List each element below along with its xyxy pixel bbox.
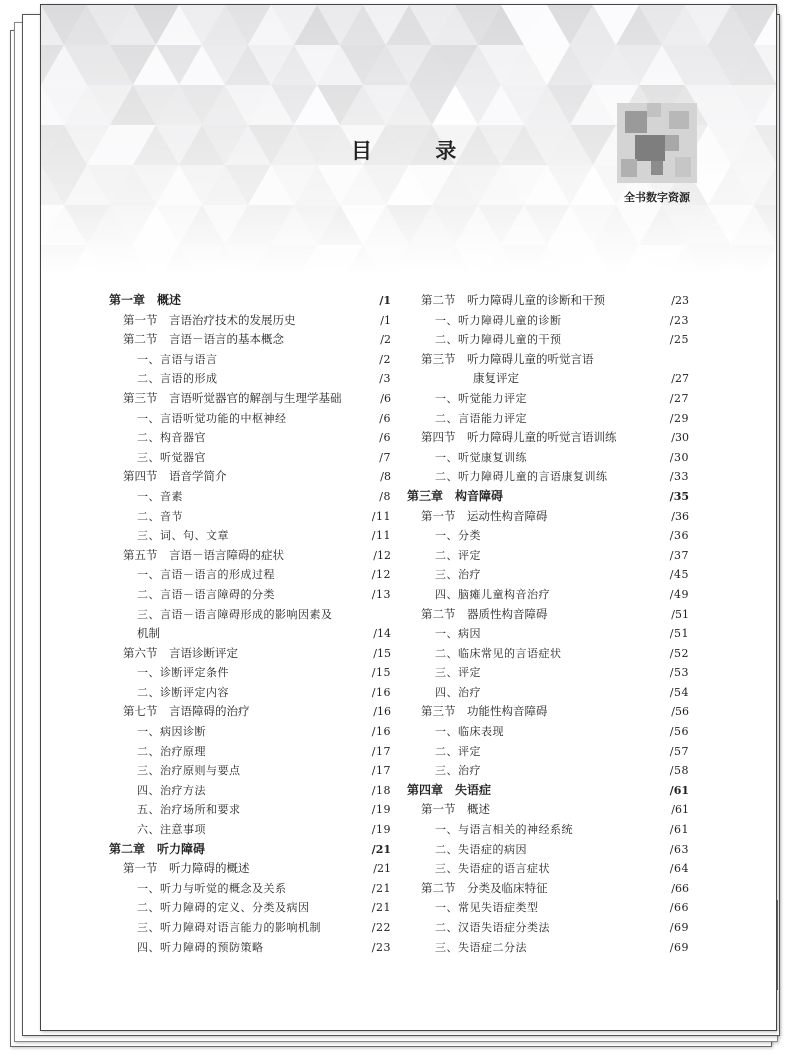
toc-entry-title: 二、构音器官 [137,431,206,445]
toc-item[interactable] [109,585,391,605]
toc-entry-title: 二、言语的形成 [137,372,218,386]
toc-entry-title: 三、词、句、文章 [137,529,229,543]
toc-section[interactable] [109,467,391,487]
toc-section[interactable] [407,291,689,311]
toc-entry-title: 第一章 概述 [109,293,182,307]
toc-entry-title: 二、听力障碍的定义、分类及病因 [137,901,310,915]
toc-entry-title: 第二节 分类及临床特征 [421,880,548,895]
toc-entry-title: 二、失语症的病因 [435,842,527,856]
toc-entry-title: 一、音素 [137,489,183,503]
toc-item[interactable] [109,683,391,703]
toc-page-number: /22 [371,921,391,934]
toc-item[interactable] [109,938,391,958]
toc-entry-title: 第三节 听力障碍儿童的听觉言语 [421,351,594,366]
toc-page-number: /18 [371,783,391,797]
toc-entry-title: 一、常见失语症类型 [435,901,539,915]
toc-chapter[interactable] [407,781,689,801]
toc-page-number: /15 [371,666,391,680]
toc-item[interactable] [109,820,391,840]
toc-page-number: /6 [380,391,391,405]
toc-item[interactable] [109,898,391,918]
toc-entry-title: 第一节 概述 [421,802,490,817]
toc-entry-title: 一、诊断评定条件 [137,666,229,680]
toc-sec-cont[interactable] [407,369,689,389]
toc-item[interactable] [109,369,391,389]
toc-page-number: /11 [371,529,391,543]
toc-page-number: /52 [669,646,689,660]
toc-page-number: /8 [380,470,391,484]
toc-section[interactable] [109,546,391,566]
toc-item[interactable] [407,311,689,331]
toc-page-number: /27 [671,372,689,386]
toc-item[interactable] [109,409,391,429]
toc-page-number: /69 [669,921,689,934]
toc-page-number: /19 [371,803,391,817]
toc-page-number: /51 [669,627,689,641]
toc-entry-title: 一、言语听觉功能的中枢神经 [137,411,287,425]
toc-page-number: /12 [371,568,391,582]
toc-item[interactable] [407,389,689,409]
toc-item[interactable] [407,585,689,605]
toc-item[interactable] [407,683,689,703]
toc-entry-title: 二、汉语失语症分类法 [435,921,550,934]
toc-item[interactable] [407,546,689,566]
toc-page-number: /19 [371,823,391,837]
toc-item[interactable] [109,879,391,899]
toc-page-number: /49 [669,587,689,601]
toc-entry-title: 二、言语能力评定 [435,411,527,425]
toc-entry-title: 三、听力障碍对语言能力的影响机制 [137,921,321,934]
toc-entry-title: 第五节 言语－语言障碍的症状 [123,547,284,562]
toc-item[interactable] [109,800,391,820]
toc-item[interactable] [407,938,689,958]
toc-item[interactable] [109,350,391,370]
toc-section[interactable] [407,350,689,370]
toc-entry-title: 第二节 言语－语言的基本概念 [123,332,284,347]
toc-item[interactable] [109,918,391,938]
toc-page-number: /69 [669,940,689,954]
toc-page-number: /63 [669,842,689,856]
toc-page-number: /13 [371,587,391,601]
toc-entry-title: 第一节 言语治疗技术的发展历史 [123,312,296,327]
toc-entry-title: 三、听觉器官 [137,450,206,464]
toc-section[interactable] [407,507,689,527]
toc-entry-title: 一、听力障碍儿童的诊断 [435,313,562,327]
toc-entry-title: 第四章 失语症 [407,782,492,797]
toc-section[interactable] [109,644,391,664]
toc-entry-title: 二、评定 [435,744,481,758]
toc-item[interactable] [109,722,391,742]
toc-page-number: /30 [669,450,689,464]
toc-entry-title: 三、失语症的语言症状 [435,862,550,876]
toc-entry-title: 一、言语与语言 [137,352,218,366]
toc-entry-title: 二、言语－语言障碍的分类 [137,587,275,601]
toc-entry-title: 康复评定 [473,371,519,386]
toc-page-number: /27 [669,391,689,405]
toc-entry-title: 三、评定 [435,666,481,680]
toc-page-number: /16 [371,725,391,739]
toc-section[interactable] [407,428,689,448]
toc-entry-title: 一、病因 [435,627,481,641]
toc-page-number: /23 [671,294,689,307]
qr-code-image[interactable] [617,103,697,183]
toc-page-number: /21 [371,842,391,856]
toc-page-number: /21 [371,881,391,895]
toc-item[interactable] [109,663,391,683]
toc-page-number: /61 [669,823,689,837]
toc-section[interactable] [109,389,391,409]
toc-page-number: /36 [671,509,689,523]
toc-page-number: /15 [373,646,391,660]
toc-entry-title: 六、注意事项 [137,823,206,837]
toc-page-number: /36 [669,529,689,543]
toc-page-number: /29 [669,411,689,425]
page-title: 目 录 [351,139,485,163]
toc-page-number: /2 [379,352,391,366]
toc-item[interactable] [407,624,689,644]
toc-section[interactable] [407,879,689,899]
toc-chapter[interactable] [109,840,391,860]
toc-entry-title: 第三节 言语听觉器官的解剖与生理学基础 [123,390,342,405]
toc-page-number: /66 [671,881,689,895]
toc-chapter[interactable] [407,487,689,507]
toc-entry-title: 第二章 听力障碍 [109,841,206,856]
toc-page-number: /57 [669,744,689,758]
toc-page-number: /58 [669,764,689,778]
toc-section[interactable] [407,605,689,625]
toc-item[interactable] [407,859,689,879]
toc-page-number: /17 [371,764,391,778]
toc-column-left [109,291,391,957]
toc-page-number: /1 [380,313,391,327]
toc-item[interactable] [407,898,689,918]
toc-entry-title: 一、临床表现 [435,725,504,739]
toc-chapter[interactable] [109,291,391,311]
toc-section[interactable] [407,702,689,722]
toc-page-number: /30 [671,431,689,445]
toc-cont[interactable] [109,624,391,644]
toc-page-number: /16 [373,705,391,719]
toc-entry-title: 三、失语症二分法 [435,940,527,954]
toc-entry-title: 四、脑瘫儿童构音治疗 [435,587,550,601]
toc-entry-title: 二、治疗原理 [137,744,206,758]
toc-page-number: /12 [373,548,391,562]
toc-entry-title: 五、治疗场所和要求 [137,803,241,817]
toc-entry-title: 第一节 听力障碍的概述 [123,861,250,876]
toc-page-number: /45 [669,568,689,582]
toc-entry-title: 二、临床常见的言语症状 [435,646,562,660]
toc-entry-title: 第四节 听力障碍儿童的听觉言语训练 [421,430,617,445]
toc-page-number: /64 [669,862,689,876]
toc-page-number: /2 [380,333,391,347]
toc-item[interactable] [109,487,391,507]
toc-entry-title: 二、评定 [435,548,481,562]
toc-item[interactable] [407,761,689,781]
toc-item[interactable] [407,330,689,350]
toc-column-right [407,291,689,957]
toc-page-number: /21 [371,901,391,915]
toc-page-number: /6 [379,411,391,425]
toc-page-number: /23 [371,940,391,954]
toc-entry-title: 第二节 器质性构音障碍 [421,606,548,621]
toc-item[interactable] [407,644,689,664]
toc-item[interactable] [407,663,689,683]
toc-item[interactable] [407,820,689,840]
toc-section[interactable] [109,702,391,722]
toc-page [40,4,777,1031]
toc-entry-title: 二、诊断评定内容 [137,685,229,699]
toc-entry-title: 三、治疗 [435,764,481,778]
toc-entry-title: 三、言语－语言障碍形成的影响因素及 [137,607,333,621]
toc-item[interactable] [407,742,689,762]
toc-section[interactable] [109,859,391,879]
toc-item[interactable] [109,526,391,546]
toc-entry-title: 一、分类 [435,529,481,543]
toc-entry-title: 四、听力障碍的预防策略 [137,940,264,954]
toc-section[interactable] [109,330,391,350]
toc-entry-title: 第三节 功能性构音障碍 [421,704,548,719]
toc-page-number: /37 [669,548,689,562]
toc-item[interactable] [109,448,391,468]
toc-item[interactable] [109,761,391,781]
toc-item[interactable] [407,565,689,585]
toc-page-number: /53 [669,666,689,680]
toc-page-number: /25 [669,333,689,347]
toc-page-number: /66 [669,901,689,915]
toc-page-number: /33 [669,470,689,484]
toc-page-number: /8 [379,489,391,503]
toc-section[interactable] [407,800,689,820]
toc-entry-title: 一、言语－语言的形成过程 [137,568,275,582]
toc-page-number: /16 [371,685,391,699]
toc-page-number: /17 [371,744,391,758]
toc-entry-title: 第一节 运动性构音障碍 [421,508,548,523]
toc-entry-title: 二、音节 [137,509,183,523]
toc-entry-title: 一、听力与听觉的概念及关系 [137,881,287,895]
toc-entry-title: 一、病因诊断 [137,725,206,739]
toc-entry-title: 第四节 语音学简介 [123,469,227,484]
toc-page-number: /6 [379,431,391,445]
toc-page-number: /56 [669,725,689,739]
toc-page-number: /51 [671,607,689,621]
toc-page-number: /14 [373,627,391,641]
toc-page-number: /61 [669,783,689,797]
toc-item[interactable] [109,507,391,527]
qr-label: 全书数字资源 [624,191,690,204]
toc-page-number: /21 [373,862,391,876]
toc-entry-title: 一、与语言相关的神经系统 [435,823,573,837]
toc-entry-title: 二、听力障碍儿童的干预 [435,333,562,347]
toc-entry-title: 四、治疗 [435,685,481,699]
toc-entry-title: 机制 [137,626,160,641]
toc-entry-title: 一、听觉康复训练 [435,450,527,464]
toc-entry-title: 一、听觉能力评定 [435,391,527,405]
toc-entry-title: 三、治疗原则与要点 [137,764,241,778]
toc-item[interactable] [407,918,689,938]
toc-entry-title: 第七节 言语障碍的治疗 [123,704,250,719]
toc-item[interactable] [109,565,391,585]
toc-entry-title: 二、听力障碍儿童的言语康复训练 [435,470,608,484]
toc-page-number: /11 [371,509,391,523]
toc-page-number: /7 [379,450,391,464]
toc-entry-title: 第三章 构音障碍 [407,488,504,503]
toc-item[interactable] [109,605,391,625]
toc-item[interactable] [407,409,689,429]
toc-entry-title: 三、治疗 [435,568,481,582]
toc-section[interactable] [109,311,391,331]
toc-page-number: /54 [669,685,689,699]
toc-item[interactable] [109,781,391,801]
toc-item[interactable] [109,428,391,448]
toc-entry-title: 第六节 言语诊断评定 [123,645,238,660]
toc-page-number: /61 [671,803,689,817]
toc-entry-title: 第二节 听力障碍儿童的诊断和干预 [421,293,605,307]
toc-item[interactable] [407,448,689,468]
toc-item[interactable] [109,742,391,762]
toc-item[interactable] [407,526,689,546]
toc-item[interactable] [407,840,689,860]
toc-item[interactable] [407,467,689,487]
toc-entry-title: 四、治疗方法 [137,783,206,797]
toc-item[interactable] [407,722,689,742]
toc-page-number: /1 [379,294,391,307]
toc-page-number: /23 [669,313,689,327]
toc-page-number: /35 [669,489,689,503]
toc-page-number: /56 [671,705,689,719]
toc-page-number: /3 [379,372,391,386]
